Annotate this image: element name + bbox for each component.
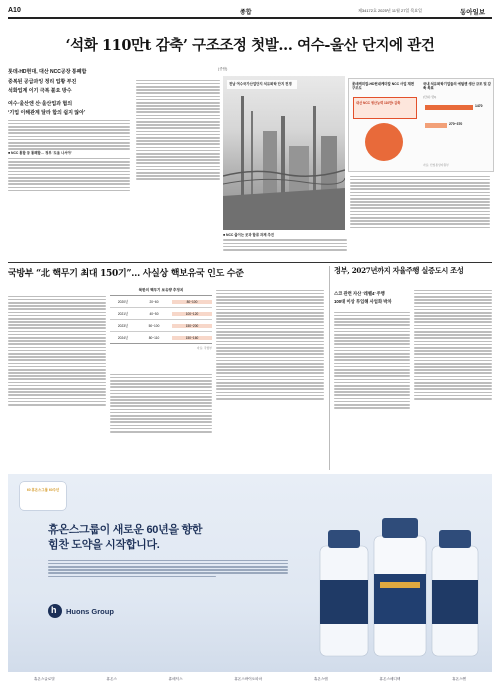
subhead-line: ‘기업 이해관계 달라 합의 쉽지 않아’ xyxy=(8,110,86,116)
table-cell-year: 2021년 xyxy=(117,312,129,316)
lead-headline: ‘석화 110만t 감축’ 구조조정 첫발… 여수-울산 단지에 관건 xyxy=(65,37,435,54)
advertisement xyxy=(8,474,492,686)
ad-anniversary-label: 60 휴온스그룹 60주년 xyxy=(26,488,60,492)
infographic-bar-2-value: 270~370 xyxy=(449,122,463,126)
infographic-bar-2 xyxy=(425,123,447,128)
table-cell-v1: 20~60 xyxy=(149,299,159,304)
vial-right xyxy=(432,530,478,656)
table-row xyxy=(110,331,212,344)
column-divider xyxy=(329,266,330,470)
ad-brand-item: 휴메딕스 xyxy=(168,676,183,681)
mid-left-body-col-1 xyxy=(8,294,106,470)
subhead-line: 석화업계 이기 극복 불요 방수 xyxy=(8,88,72,94)
section-name: 종합 xyxy=(240,10,252,16)
infographic-bar-title: 국내 석유화학기업들의 에틸렌 생산 규모 및 감축 목표 xyxy=(423,82,491,91)
huons-icon: h xyxy=(51,605,57,615)
ad-brand-item: 휴온스랩 xyxy=(313,676,328,681)
photo-caption: 전남 여수국가산업단지 석유화학 단지 전경 xyxy=(229,82,292,86)
table-title: 북한의 핵무기 보유량 추정치 xyxy=(138,288,184,292)
infographic-circle xyxy=(365,123,403,161)
lead-body-col-2 xyxy=(136,78,220,243)
vial-illustration xyxy=(308,510,486,660)
infographic-source: 자료: 산업통상자원부 xyxy=(423,163,449,167)
paper-name: 동아일보 xyxy=(460,9,486,16)
table-row xyxy=(110,319,212,331)
infographic-title: 롯데케미칼-HD현대케미칼 NCC 사업 재편 구조도 xyxy=(352,82,415,91)
lead-subhead xyxy=(8,68,130,119)
table-cell-v2: 100~120 xyxy=(172,312,212,316)
table-cell-v1: 50~100 xyxy=(148,323,160,328)
vial-left xyxy=(320,530,368,656)
mid-right-subhead xyxy=(334,290,408,306)
infographic-bar-1-value: 1470 xyxy=(475,104,483,108)
table-row xyxy=(110,307,212,319)
refinery-illustration xyxy=(223,76,345,230)
nuke-table xyxy=(110,288,212,368)
ad-brand-item: 휴온스메디텍 xyxy=(379,676,401,681)
infographic-bar-1 xyxy=(425,105,473,110)
subhead-line: 중복된 공급과잉 정리 업황 부진 xyxy=(8,78,77,85)
subhead-line: 100대 이상 투입해 사업화 박차 xyxy=(334,299,392,304)
mid-right-body-col-2 xyxy=(414,288,492,470)
lead-photo xyxy=(223,76,345,230)
subhead-line: 여수·울산엔 산·울산업과 협의 xyxy=(8,100,73,107)
table-cell-v1: 40~50 xyxy=(149,311,159,316)
header-rule xyxy=(8,17,492,19)
infographic-box-label: 대산 NCC 생산능력 110만t 감축 xyxy=(356,101,401,105)
ad-brand-item: 휴온스글로벌 xyxy=(33,676,55,681)
ad-brand-item: 휴온스 xyxy=(106,676,117,681)
ad-anniversary-logo xyxy=(20,482,66,510)
mid-left-headline: 국방부 “北 핵무기 최대 150기”… 사실상 핵보유국 인도 수준 xyxy=(8,269,244,279)
issue-meta: 제34172호 2025년 11월 27일 목요일 xyxy=(358,8,422,13)
ad-brand: Huons Group xyxy=(66,607,114,616)
table-cell-v2: 150~160 xyxy=(172,336,212,340)
lead-body-col-3 xyxy=(223,232,347,260)
ad-headline-2: 힘찬 도약을 시작합니다. xyxy=(48,539,160,551)
ad-brand-mark xyxy=(48,604,62,618)
vial-middle xyxy=(374,518,426,656)
lead-infographic xyxy=(348,78,494,172)
table-cell-year: 2024년 xyxy=(117,336,129,340)
mid-right-body-col-1 xyxy=(334,310,410,470)
table-cell-year: 2020년 xyxy=(117,300,129,304)
lead-tag: (종합) xyxy=(218,67,228,71)
mid-left-body-col-2 xyxy=(110,372,212,470)
subhead-line: 롯데-HD현대, 대산 NCC공장 통폐합 xyxy=(8,69,87,75)
table-cell-year: 2023년 xyxy=(117,324,129,328)
mid-right-headline: 정부, 2027년까지 자율주행 실증도시 조성 xyxy=(334,266,464,275)
ad-body xyxy=(48,558,288,592)
table-cell-v2: 80~100 xyxy=(172,300,212,304)
infographic-box xyxy=(353,97,417,119)
lead-body-col-4 xyxy=(350,174,490,260)
ad-brand-item: 휴온스엔 xyxy=(452,676,467,681)
table-cell-v1: 80~110 xyxy=(148,335,160,340)
page-header xyxy=(8,4,492,18)
table-row xyxy=(110,295,212,307)
ad-brand-item: 휴온스바이오파마 xyxy=(234,676,263,681)
table-source: 자료: 국방부 xyxy=(196,346,212,350)
section-divider xyxy=(8,262,492,263)
subhead-line: 스코 관련 자산 ‘레벨4’ 주행 xyxy=(334,291,385,296)
lead-body-col-1 xyxy=(8,118,130,243)
lead-bullet: ■ NCC 줄이는 곳과 합류 과제 추진 xyxy=(223,233,275,237)
page-number: A10 xyxy=(8,7,21,14)
infographic-unit: (단위: 만t) xyxy=(423,95,437,99)
lead-bullet: ■ NCC 통합 등 통폐합… 정부 '도움 나서야' xyxy=(8,151,72,156)
ad-brand-strip xyxy=(8,672,492,686)
ad-headline-1: 휴온스그룹이 새로운 60년을 향한 xyxy=(48,524,203,536)
table-cell-v2: 150~200 xyxy=(172,324,212,328)
mid-left-body-col-3 xyxy=(216,288,324,470)
photo-caption-box xyxy=(227,80,297,89)
